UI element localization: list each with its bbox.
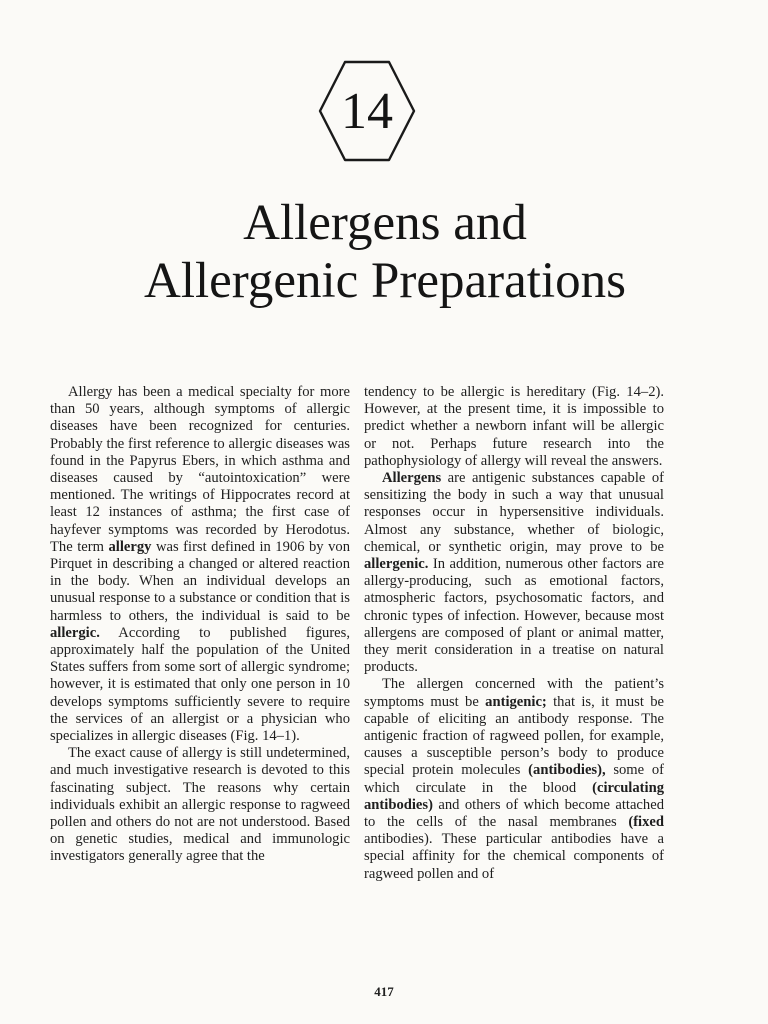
left-text-column <box>50 384 350 866</box>
paragraph-allergy-cause <box>50 745 350 865</box>
bold-term: allergic. <box>50 624 100 641</box>
text-run: that is, it must be capable of eliciting an antibody response. The antigenic fraction of ragweed pollen, for example, causes a susceptible person’s body to produce special protein molecules <box>364 693 664 779</box>
paragraph-allergens-definition <box>364 470 664 676</box>
text-run: some of which circulate in the blood <box>364 762 664 796</box>
text-run: The exact cause of allergy is still undetermined, and much investigative research is devoted to this fascinating subject. The reasons why certain individuals exhibit an allergic response to ragweed pollen and others do not are not understood. Based on genetic studies, medical and immunologic investigators generally agree that the <box>50 745 350 865</box>
text-run: and others of which become attached to the cells of the nasal membranes <box>364 796 664 831</box>
bold-term: Allergens <box>382 470 442 487</box>
text-run: are antigenic substances capable of sensitizing the body in such a way that unusual responses occur in hypersensitive individuals. Almost any substance, whether of biologic, chemical, or synthetic origin, may prove to be <box>364 470 664 555</box>
right-text-column <box>364 384 664 883</box>
chapter-title-line-1: Allergens and <box>243 195 527 251</box>
text-run: According to published figures, approximately half the population of the United States suffers from some sort of allergic syndrome; however, it is estimated that only one person in 10 develops symptoms sufficiently severe to require the services of an allergist or a physician who specializes in allergic diseases (Fig. 14–1). <box>50 624 350 745</box>
text-run: In addition, numerous other factors are allergy-producing, such as emotional factors, atmospheric factors, psychosomatic factors, and chronic types of infection. However, because most allergens are composed of plant or animal matter, they merit consideration in a treatise on natural products. <box>364 556 664 676</box>
text-run: was first defined in 1906 by von Pirquet in describing a changed or altered reaction in the body. When an individual develops an unusual response to a substance or condition that is harmless to others, the individual is said to be <box>50 538 351 624</box>
text-run: tendency to be allergic is hereditary (Fig. 14–2). However, at the present time, it is impossible to predict whether a newborn infant will be allergic or not. Perhaps future research into the pathophysiology of allergy will reveal the answers. <box>364 384 664 469</box>
chapter-title-line-2: Allergenic Preparations <box>144 253 626 309</box>
page-number: 417 <box>374 984 394 999</box>
chapter-number: 14 <box>341 82 393 140</box>
bold-term: (circulating antibodies) <box>364 779 664 813</box>
paragraph-allergy-history <box>50 384 350 745</box>
text-run: The allergen concerned with the patient’s symptoms must be <box>364 676 664 710</box>
bold-term: (antibodies), <box>528 762 606 779</box>
text-run: Allergy has been a medical specialty for more than 50 years, although symptoms of allergic diseases have been recognized for centuries. Probably the first reference to allergic diseases was found in the Papyrus Ebers, in which asthma and diseases caused by “autointoxication” were mentioned. The writings of Hippocrates record at least 12 instances of asthma; the first case of hayfever symptoms was recorded by Herodotus. The term <box>50 384 350 555</box>
chapter-title <box>40 194 730 310</box>
paragraph-antigenic-allergen <box>364 676 664 882</box>
bold-term: allergenic. <box>364 556 429 573</box>
bold-term: (fixed <box>628 814 664 831</box>
bold-term: allergy <box>108 538 152 555</box>
paragraph-allergy-heredity <box>364 384 664 470</box>
bold-term: antigenic; <box>485 693 547 710</box>
text-run: antibodies). These particular antibodies have a special affinity for the chemical components of ragweed pollen and of <box>364 831 664 882</box>
